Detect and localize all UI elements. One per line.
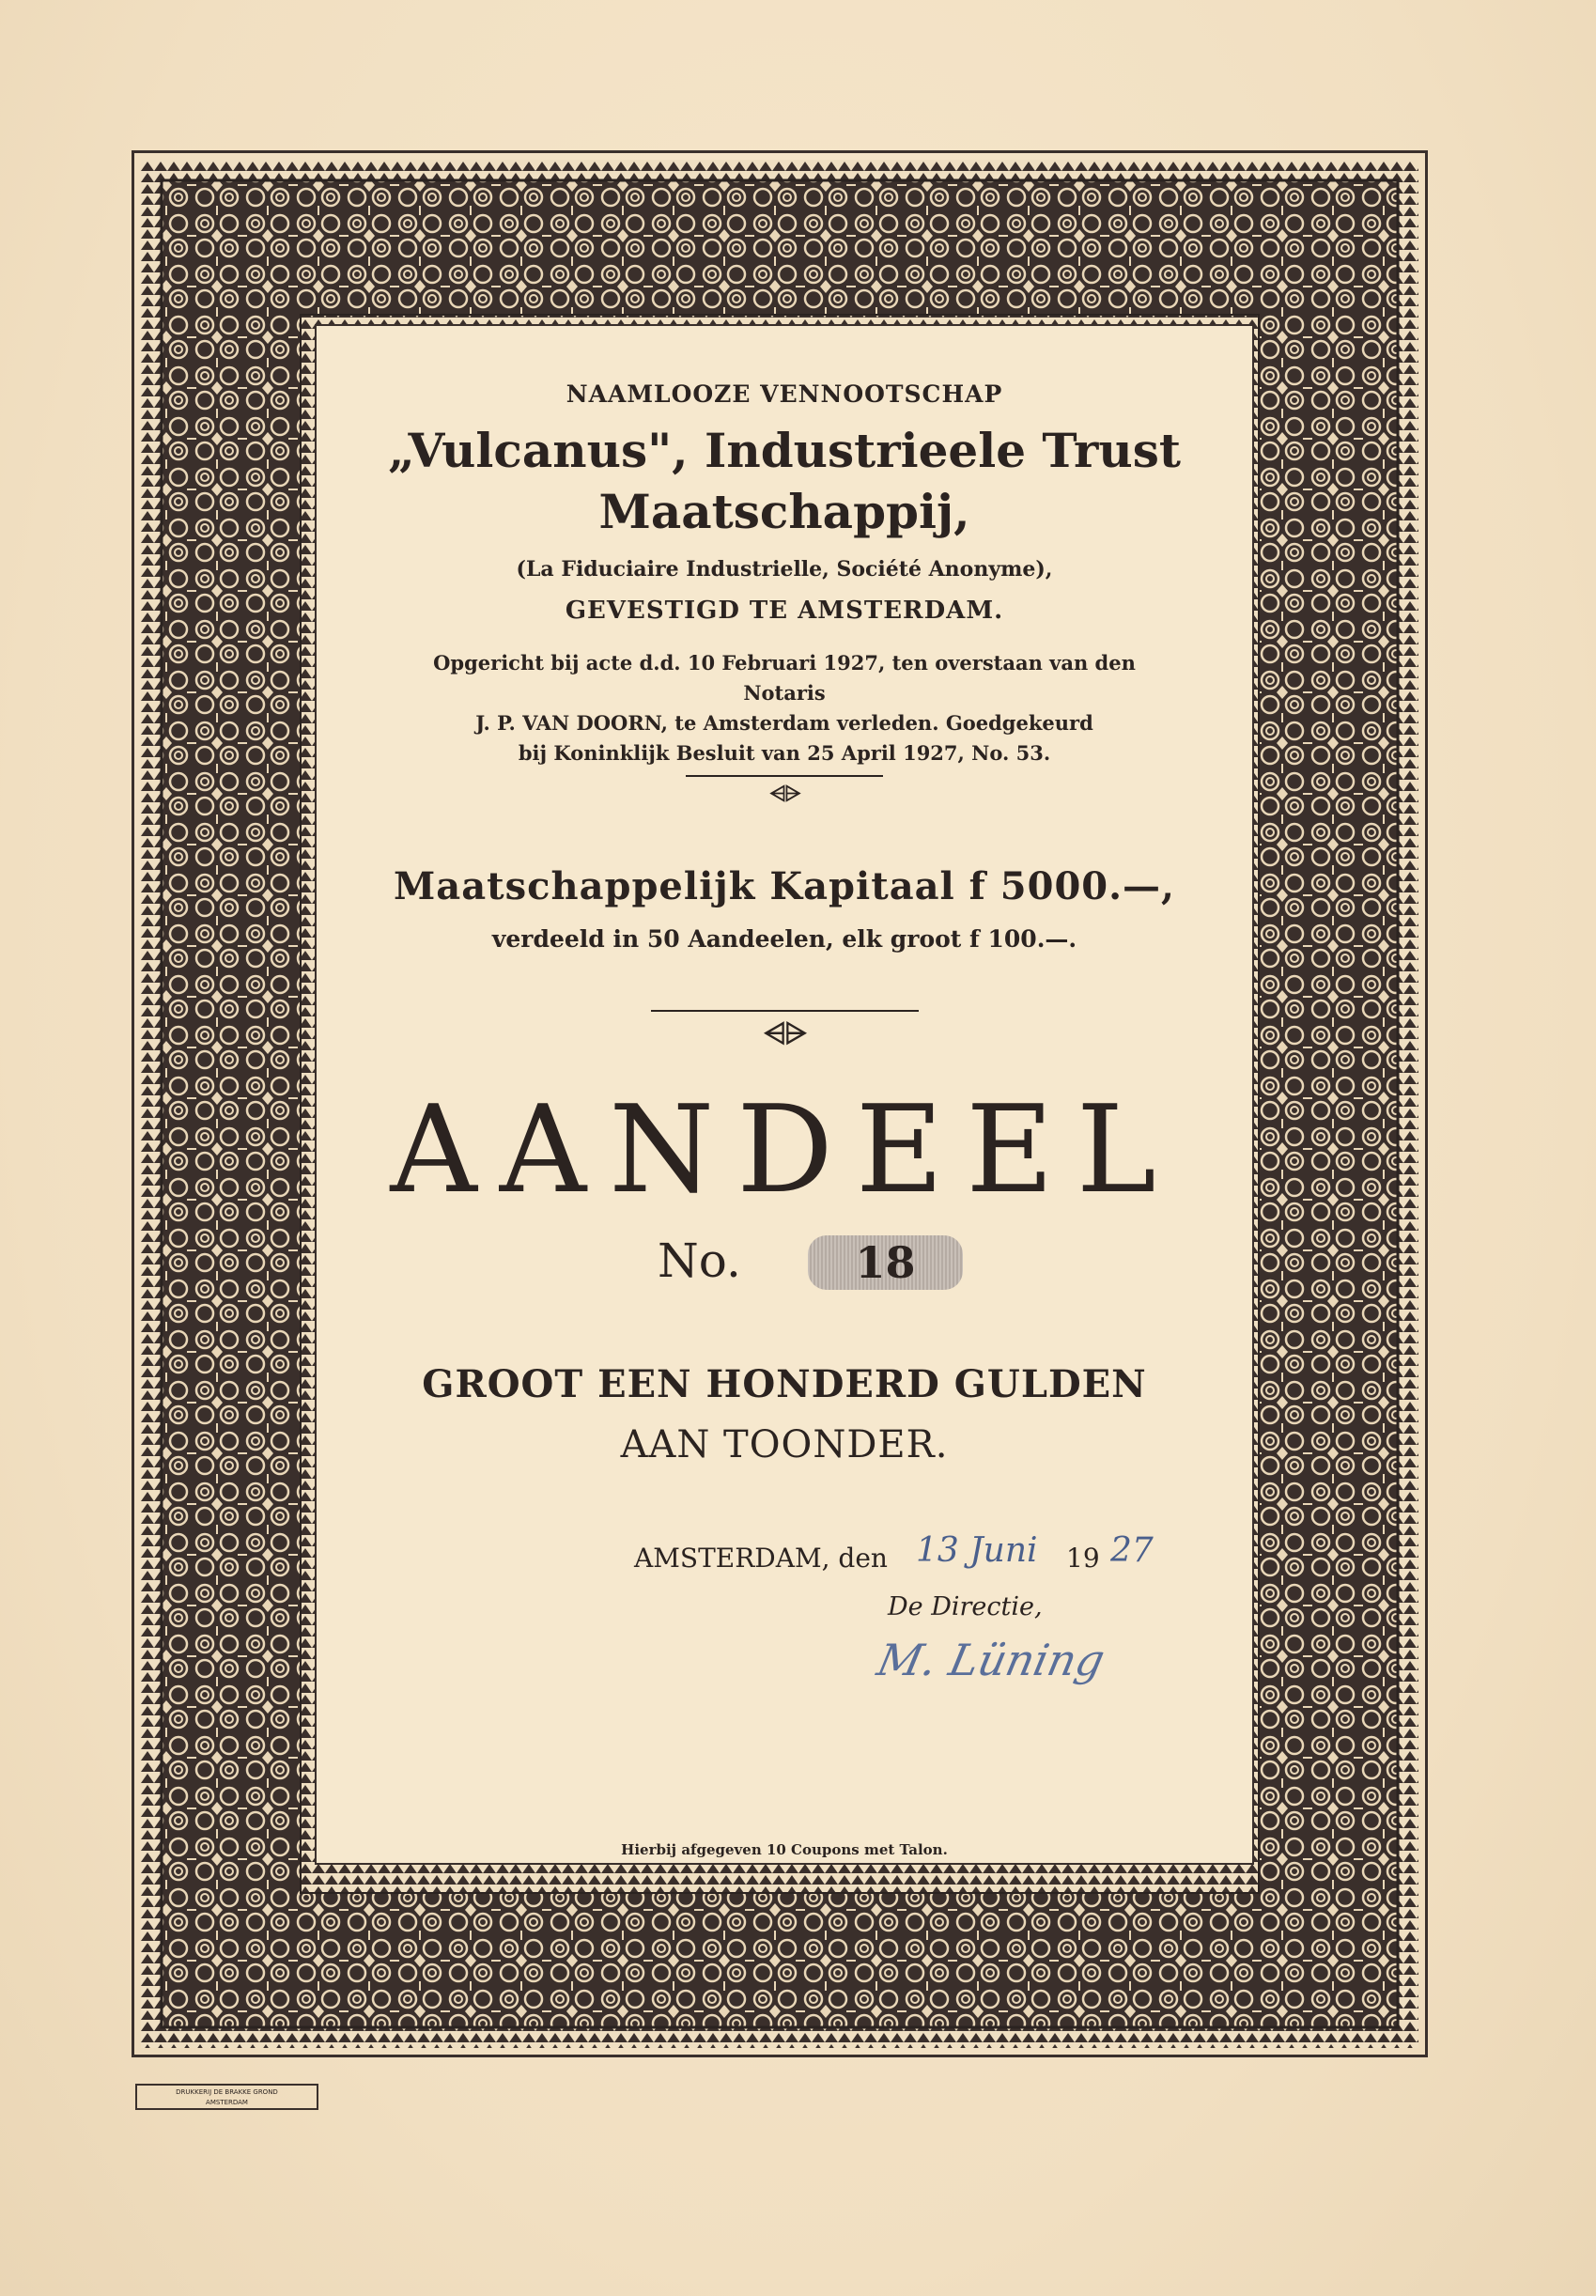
founding-line: Opgericht bij acte d.d. 10 Februari 1927, ten overstaan van den Notaris bbox=[433, 651, 1136, 705]
coupons-note: Hierbij afgegeven 10 Coupons met Talon. bbox=[621, 1841, 948, 1858]
registered-seat: GEVESTIGD TE AMSTERDAM. bbox=[565, 597, 1004, 625]
divider-rule bbox=[651, 1010, 919, 1012]
capital-division: verdeeld in 50 Aandeelen, elk groot f 100.—. bbox=[491, 925, 1077, 953]
founding-text bbox=[390, 648, 1179, 768]
share-value: GROOT EEN HONDERD GULDEN bbox=[422, 1362, 1147, 1406]
handwritten-year: 27 bbox=[1110, 1531, 1154, 1570]
company-type: NAAMLOOZE VENNOOTSCHAP bbox=[566, 380, 1003, 408]
printer-imprint bbox=[135, 2084, 318, 2110]
company-name-line2: Maatschappij, bbox=[598, 484, 970, 539]
place-label: AMSTERDAM, den bbox=[634, 1543, 888, 1574]
divider-rule bbox=[686, 775, 883, 777]
ornament-icon: ⩤⩥ bbox=[769, 782, 799, 806]
bearer-text: AAN TOONDER. bbox=[620, 1423, 949, 1466]
share-title: AANDEEL bbox=[390, 1080, 1179, 1220]
number-label: No. bbox=[658, 1233, 741, 1288]
handwritten-date: 13 Juni bbox=[916, 1531, 1038, 1570]
share-capital: Maatschappelijk Kapitaal f 5000.—, bbox=[394, 864, 1175, 908]
founding-line: bij Koninklijk Besluit van 25 April 1927, No. 53. bbox=[518, 741, 1051, 765]
certificate-number: 18 bbox=[808, 1235, 963, 1290]
board-label: De Directie, bbox=[888, 1592, 1043, 1621]
signature: M. Lüning bbox=[873, 1635, 1109, 1685]
french-name: (La Fiduciaire Industrielle, Société Anonyme), bbox=[516, 557, 1053, 582]
printer-name: DRUKKERIJ DE BRAKKE GROND bbox=[176, 2088, 278, 2096]
year-prefix: 19 bbox=[1066, 1543, 1100, 1574]
company-name-line1: „Vulcanus", Industrieele Trust bbox=[388, 423, 1181, 478]
founding-line: J. P. VAN DOORN, te Amsterdam verleden. Goedgekeurd bbox=[475, 711, 1093, 735]
printer-city: AMSTERDAM bbox=[206, 2099, 248, 2106]
ornament-icon: ⩤⩥ bbox=[764, 1017, 805, 1050]
